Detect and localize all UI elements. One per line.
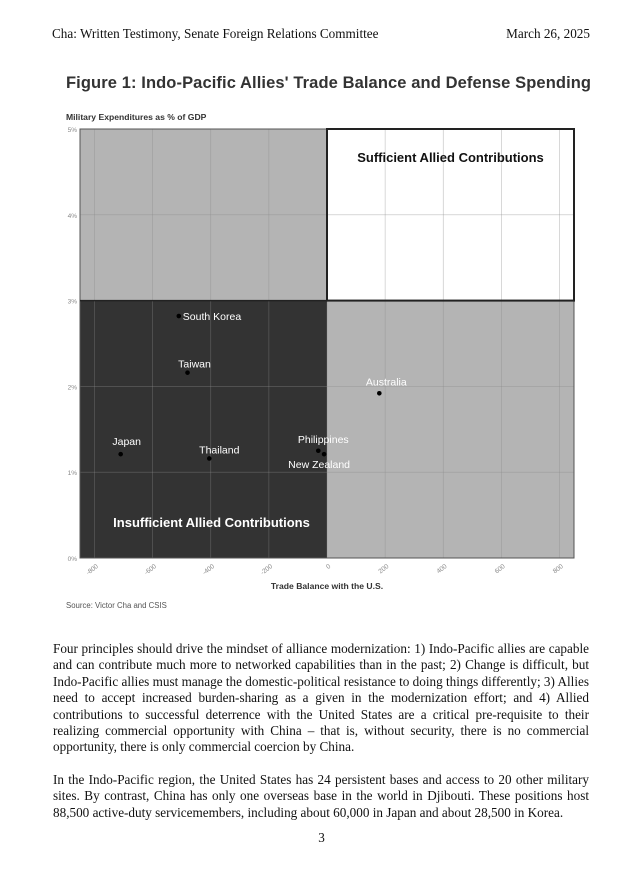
x-tick-label: -400 — [201, 563, 216, 577]
data-point — [185, 370, 190, 375]
y-tick-label: 1% — [67, 470, 77, 478]
x-axis-label: Trade Balance with the U.S. — [270, 581, 384, 591]
y-tick-label: 2% — [67, 384, 77, 392]
header-date: March 26, 2025 — [506, 26, 590, 41]
data-point-label: Thailand — [199, 444, 240, 457]
data-point-label: Japan — [112, 436, 141, 449]
data-point-label: Taiwan — [178, 358, 211, 371]
data-point-label: New Zealand — [288, 459, 351, 472]
data-point-label: South Korea — [182, 311, 242, 324]
paragraph: In the Indo-Pacific region, the United States has 24 persistent bases and access to 20 other military sites. By contrast, China has only one overseas base in the world in Djibouti. These positions host 88,500 active-duty servicemembers, including about 60,000 in Japan and about 28,500 in Korea. — [53, 771, 589, 820]
data-point — [177, 314, 182, 319]
y-axis-label: Military Expenditures as % of GDP — [66, 112, 207, 122]
data-point-label: Philippines — [297, 433, 349, 446]
x-tick-label: 200 — [377, 563, 391, 576]
x-tick-label: 0 — [325, 563, 333, 571]
data-point-label: Australia — [365, 376, 407, 389]
quadrant-label-insufficient: Insufficient Allied Contributions — [113, 515, 310, 530]
x-tick-label: -200 — [259, 563, 275, 577]
data-point — [207, 456, 212, 461]
x-tick-label: -800 — [85, 563, 100, 577]
x-tick-label: 400 — [435, 563, 449, 576]
paragraph: Four principles should drive the mindset of alliance modernization: 1) Indo-Pacific allies are capable and can contribute much more to networked capabilities than in the past; 2) Change is difficult, but Indo-Pacific allies must manage the domestic-political resistance to doing things differently; 3) Allies need to accept increased burden-sharing as a given in the modernization effort; and 4) Allied contributions to successful deterrence with the United States are a critical pre-requisite to their realizing commercial opportunity with China – that is, without security, there is no commercial opportunity, there is only commercial coercion by China. — [53, 641, 589, 755]
header-title: Cha: Written Testimony, Senate Foreign Relations Committee — [52, 26, 379, 41]
quadrant-label-sufficient: Sufficient Allied Contributions — [357, 150, 544, 165]
data-point — [316, 448, 321, 453]
x-tick-label: -600 — [143, 563, 158, 577]
y-tick-label: 4% — [67, 212, 77, 220]
figure-source: Source: Victor Cha and CSIS — [66, 601, 167, 610]
y-tick-label: 0% — [67, 556, 77, 563]
data-point — [322, 452, 327, 457]
x-tick-label: 800 — [551, 563, 565, 576]
figure-title: Figure 1: Indo-Pacific Allies' Trade Balance and Defense Spending — [66, 74, 592, 92]
data-point — [118, 452, 123, 457]
page-number: 3 — [318, 830, 325, 845]
y-tick-label: 3% — [67, 298, 77, 306]
y-tick-label: 5% — [67, 127, 77, 134]
data-point — [377, 391, 382, 396]
body-text — [53, 641, 589, 837]
x-tick-label: 600 — [493, 563, 507, 576]
quadrant-bottom-right — [327, 301, 574, 558]
